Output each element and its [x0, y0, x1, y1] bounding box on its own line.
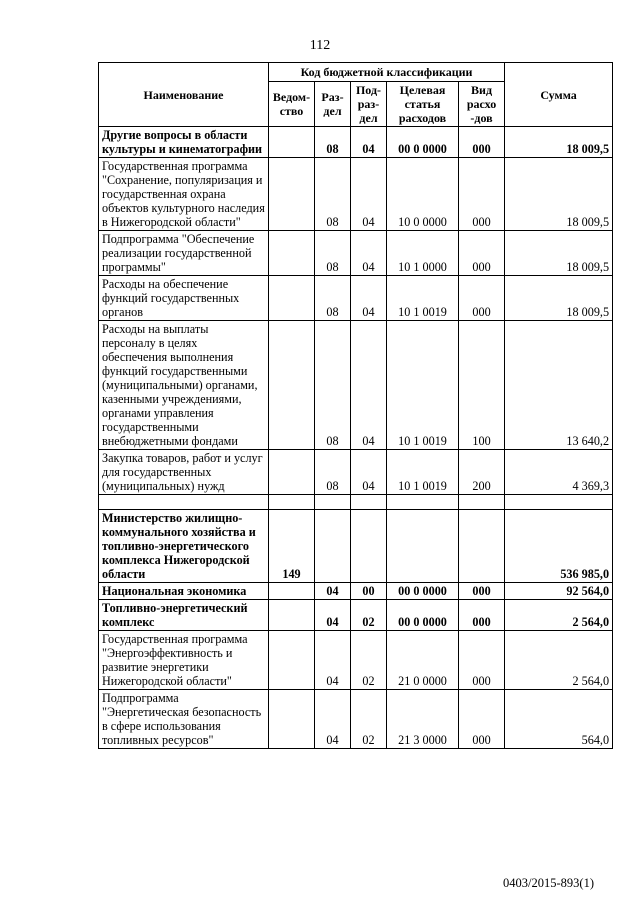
- row-subsection: 02: [351, 690, 387, 749]
- row-section: 04: [315, 600, 351, 631]
- row-target-article: 10 1 0000: [387, 231, 459, 276]
- row-section: 08: [315, 158, 351, 231]
- page-number: 112: [309, 38, 331, 53]
- table-body: [99, 127, 613, 749]
- row-expense-type: 000: [459, 600, 505, 631]
- table-row: [99, 231, 613, 276]
- table-row: [99, 600, 613, 631]
- spacer-cell: [315, 495, 351, 510]
- table-row: [99, 583, 613, 600]
- row-department: [269, 631, 315, 690]
- row-target-article: 10 1 0019: [387, 321, 459, 450]
- row-department: [269, 158, 315, 231]
- table-row: [99, 510, 613, 583]
- row-expense-type: 200: [459, 450, 505, 495]
- row-expense-type: 000: [459, 690, 505, 749]
- row-expense-type: 000: [459, 583, 505, 600]
- row-expense-type: 000: [459, 276, 505, 321]
- row-department: [269, 690, 315, 749]
- row-subsection: 00: [351, 583, 387, 600]
- row-sum: 4 369,3: [505, 450, 613, 495]
- row-section: 08: [315, 127, 351, 158]
- row-subsection: 04: [351, 276, 387, 321]
- table-row: [99, 450, 613, 495]
- row-name: Подпрограмма "Обеспечение реализации государственной программы": [99, 231, 269, 276]
- table-row: [99, 631, 613, 690]
- row-section: 08: [315, 276, 351, 321]
- table-row: [99, 690, 613, 749]
- row-department: [269, 127, 315, 158]
- row-target-article: 21 3 0000: [387, 690, 459, 749]
- row-sum: 92 564,0: [505, 583, 613, 600]
- table-row: [99, 495, 613, 510]
- header-sum: Сумма: [505, 63, 613, 127]
- row-subsection: 04: [351, 321, 387, 450]
- row-name: Министерство жилищно-коммунального хозяйства и топливно-энергетического комплекса Нижегородской области: [99, 510, 269, 583]
- row-target-article: 00 0 0000: [387, 583, 459, 600]
- row-sum: 564,0: [505, 690, 613, 749]
- budget-table: [98, 62, 613, 749]
- row-section: 08: [315, 231, 351, 276]
- row-name: Расходы на выплаты персоналу в целях обеспечения выполнения функций государственными (муниципальными) органами, казенными учреждениями, органами управления государственными внебюджетными фондами: [99, 321, 269, 450]
- row-section: 04: [315, 631, 351, 690]
- row-sum: 18 009,5: [505, 231, 613, 276]
- row-name: Другие вопросы в области культуры и кинематографии: [99, 127, 269, 158]
- row-department: [269, 231, 315, 276]
- spacer-cell: [269, 495, 315, 510]
- row-expense-type: [459, 510, 505, 583]
- row-name: Закупка товаров, работ и услуг для государственных (муниципальных) нужд: [99, 450, 269, 495]
- row-section: 04: [315, 583, 351, 600]
- header-expense-type: Вид расхо -дов: [459, 82, 505, 127]
- spacer-cell: [459, 495, 505, 510]
- header-subsection: Под-раз-дел: [351, 82, 387, 127]
- row-target-article: 10 1 0019: [387, 276, 459, 321]
- row-subsection: 04: [351, 450, 387, 495]
- row-section: 08: [315, 321, 351, 450]
- header-section: Раз-дел: [315, 82, 351, 127]
- row-target-article: 00 0 0000: [387, 600, 459, 631]
- row-target-article: 10 0 0000: [387, 158, 459, 231]
- row-sum: 18 009,5: [505, 127, 613, 158]
- row-target-article: 21 0 0000: [387, 631, 459, 690]
- row-expense-type: 100: [459, 321, 505, 450]
- row-subsection: 04: [351, 158, 387, 231]
- row-section: [315, 510, 351, 583]
- row-section: 08: [315, 450, 351, 495]
- header-target-article: Целевая статья расходов: [387, 82, 459, 127]
- row-name: Национальная экономика: [99, 583, 269, 600]
- spacer-cell: [351, 495, 387, 510]
- spacer-cell: [99, 495, 269, 510]
- row-sum: 536 985,0: [505, 510, 613, 583]
- row-section: 04: [315, 690, 351, 749]
- table-row: [99, 321, 613, 450]
- row-sum: 18 009,5: [505, 158, 613, 231]
- table-row: [99, 276, 613, 321]
- row-sum: 2 564,0: [505, 600, 613, 631]
- row-expense-type: 000: [459, 231, 505, 276]
- row-name: Расходы на обеспечение функций государственных органов: [99, 276, 269, 321]
- row-sum: 2 564,0: [505, 631, 613, 690]
- header-department: Ведом-ство: [269, 82, 315, 127]
- row-expense-type: 000: [459, 631, 505, 690]
- header-name: Наименование: [99, 63, 269, 127]
- row-department: [269, 450, 315, 495]
- row-subsection: 02: [351, 600, 387, 631]
- row-name: Государственная программа "Сохранение, популяризация и государственная охрана объектов культурного наследия в Нижегородской области": [99, 158, 269, 231]
- row-department: [269, 276, 315, 321]
- row-name: Подпрограмма "Энергетическая безопасность в сфере использования топливных ресурсов": [99, 690, 269, 749]
- row-department: [269, 583, 315, 600]
- table-row: [99, 158, 613, 231]
- row-name: Топливно-энергетический комплекс: [99, 600, 269, 631]
- document-code: 0403/2015-893(1): [503, 876, 594, 890]
- table-row: [99, 127, 613, 158]
- row-name: Государственная программа "Энергоэффективность и развитие энергетики Нижегородской области": [99, 631, 269, 690]
- row-department: [269, 600, 315, 631]
- header-classification-code: Код бюджетной классификации: [269, 63, 505, 82]
- row-subsection: 04: [351, 127, 387, 158]
- row-target-article: 00 0 0000: [387, 127, 459, 158]
- row-expense-type: 000: [459, 158, 505, 231]
- row-expense-type: 000: [459, 127, 505, 158]
- spacer-cell: [505, 495, 613, 510]
- row-sum: 13 640,2: [505, 321, 613, 450]
- row-subsection: 04: [351, 231, 387, 276]
- row-subsection: 02: [351, 631, 387, 690]
- row-department: 149: [269, 510, 315, 583]
- row-department: [269, 321, 315, 450]
- row-target-article: [387, 510, 459, 583]
- row-sum: 18 009,5: [505, 276, 613, 321]
- row-subsection: [351, 510, 387, 583]
- spacer-cell: [387, 495, 459, 510]
- row-target-article: 10 1 0019: [387, 450, 459, 495]
